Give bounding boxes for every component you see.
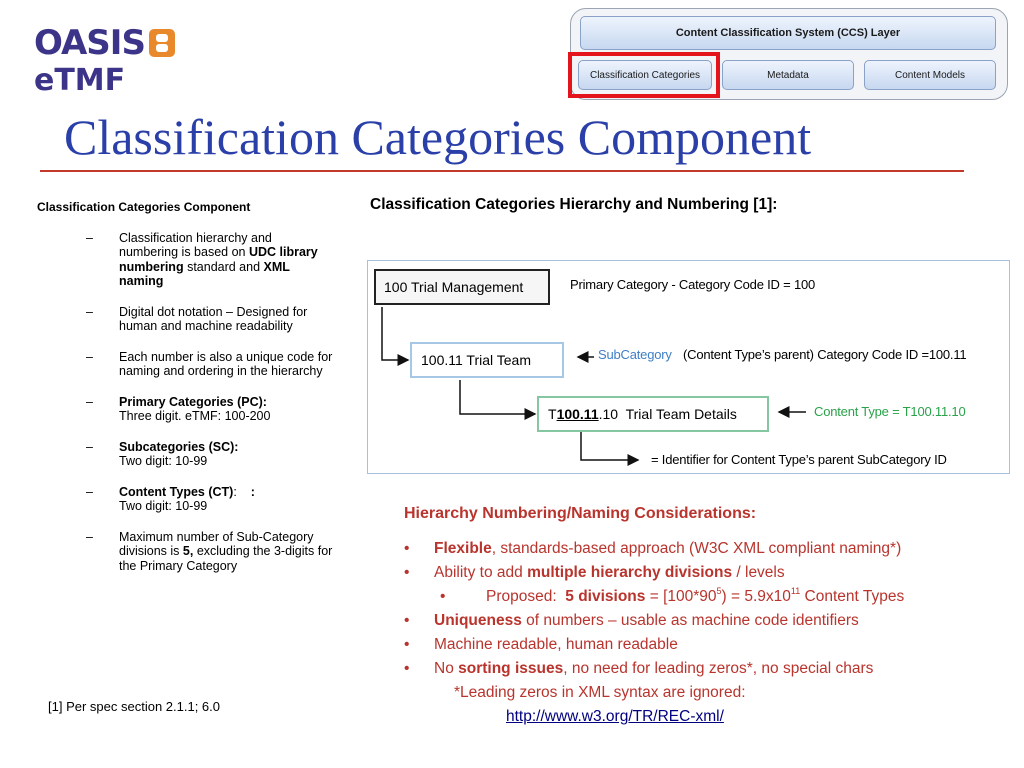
oasis-logo <box>34 24 175 62</box>
item-text: / levels <box>732 564 785 581</box>
hierarchy-heading: Classification Categories Hierarchy and Numbering [1]: <box>370 196 778 213</box>
bullet-bold: Content Types (CT) <box>119 484 234 499</box>
list-item <box>404 537 904 561</box>
list-item <box>34 395 334 424</box>
oasis-mark-icon <box>149 29 175 57</box>
node-trial-team-details <box>537 396 769 432</box>
bullet-bold: UDC library numbering <box>119 245 318 274</box>
bullet-bold: Subcategories (SC): <box>119 439 239 454</box>
w3c-xml-link-row <box>404 705 904 729</box>
oasis-etmf-logo <box>34 24 175 98</box>
item-text: No <box>434 660 459 677</box>
left-heading: Classification Categories Component <box>37 200 251 214</box>
item-text: = [100*90 <box>645 588 717 605</box>
bullet-bold: 5, <box>182 544 194 558</box>
item-bold: Flexible <box>434 540 492 557</box>
item-superscript: 11 <box>790 586 801 596</box>
bullet-text: Two digit: 10-99 <box>119 454 208 468</box>
ccs-content-models-box: Content Models <box>864 60 996 90</box>
oasis-logo-text: OASIS <box>34 23 145 63</box>
item-text: ) = 5.9x10 <box>721 588 791 605</box>
subcategory-code-label: (Content Type’s parent) Category Code ID =100.11 <box>683 347 967 362</box>
item-bold: multiple hierarchy divisions <box>527 564 733 581</box>
item-text: Content Types <box>800 588 905 605</box>
list-item <box>404 609 904 633</box>
left-column <box>34 200 334 589</box>
considerations-heading: Hierarchy Numbering/Naming Considerations: <box>404 505 757 522</box>
bullet-text: Maximum number of Sub-Category divisions is <box>119 529 314 558</box>
item-bold: 5 divisions <box>565 588 646 605</box>
considerations-list <box>404 537 904 729</box>
subcategory-label: SubCategory <box>598 347 672 362</box>
list-item <box>404 585 904 609</box>
w3c-xml-link[interactable]: http://www.w3.org/TR/REC-xml/ <box>506 708 724 725</box>
content-type-label: Content Type = T100.11.10 <box>814 404 966 419</box>
ccs-metadata-box: Metadata <box>722 60 854 90</box>
bullet-text: standard and <box>183 259 264 274</box>
bullet-bold: Primary Categories (PC): <box>119 394 267 409</box>
connector-primary-sub <box>382 307 408 360</box>
connector-identifier <box>581 429 638 460</box>
ct-prefix: T <box>548 406 557 422</box>
page-title: Classification Categories Component <box>64 109 812 165</box>
identifier-label: = Identifier for Content Type’s parent SubCategory ID <box>651 452 947 467</box>
hierarchy-diagram <box>367 260 1010 474</box>
item-bold: Uniqueness <box>434 612 522 629</box>
etmf-logo: eTMF <box>34 63 126 98</box>
list-item: • Machine readable, human readable <box>404 633 904 657</box>
primary-category-label: Primary Category - Category Code ID = 100 <box>570 277 816 292</box>
bullet-bold: : <box>250 484 255 499</box>
bullet-text: Classification hierarchy and numbering is based on <box>119 230 272 259</box>
item-text: , standards-based approach (W3C XML compliant naming*) <box>491 540 902 557</box>
ct-parent-id: 100.11 <box>556 406 599 422</box>
list-item: – Digital dot notation – Designed for human and machine readability <box>34 305 334 334</box>
item-text: Proposed: <box>486 588 566 605</box>
list-item <box>34 485 334 514</box>
leading-zeros-note: *Leading zeros in XML syntax are ignored: <box>454 684 746 701</box>
ccs-classification-categories-box: Classification Categories <box>578 60 712 90</box>
ccs-layer-box: Content Classification System (CCS) Layer <box>580 16 996 50</box>
item-text: , no need for leading zeros*, no special chars <box>563 660 874 677</box>
connector-sub-ct <box>460 380 535 414</box>
footnote: [1] Per spec section 2.1.1; 6.0 <box>48 699 220 714</box>
item-bold: sorting issues <box>458 660 564 677</box>
bullet-text: Three digit. eTMF: 100-200 <box>119 409 271 423</box>
item-superscript: 5 <box>716 586 722 596</box>
item-text: of numbers – usable as machine code identifiers <box>521 612 859 629</box>
item-text: Ability to add <box>434 564 528 581</box>
list-item: – Each number is also a unique code for naming and ordering in the hierarchy <box>34 350 334 379</box>
bullet-text: Two digit: 10-99 <box>119 499 208 513</box>
list-item <box>34 231 334 289</box>
title-divider <box>40 170 964 172</box>
ct-rest: .10 Trial Team Details <box>598 406 737 422</box>
bullet-text: excluding the 3-digits for the Primary Category <box>119 544 333 573</box>
bullet-text: : <box>233 484 251 499</box>
node-trial-management: 100 Trial Management <box>374 269 550 305</box>
list-item <box>404 657 904 681</box>
list-item <box>404 561 904 585</box>
list-item <box>34 530 334 574</box>
list-item <box>34 440 334 469</box>
bullet-bold: XML naming <box>119 259 290 288</box>
node-trial-team: 100.11 Trial Team <box>410 342 564 378</box>
ccs-highlight-frame <box>568 52 720 98</box>
left-bullet-list <box>34 231 334 574</box>
